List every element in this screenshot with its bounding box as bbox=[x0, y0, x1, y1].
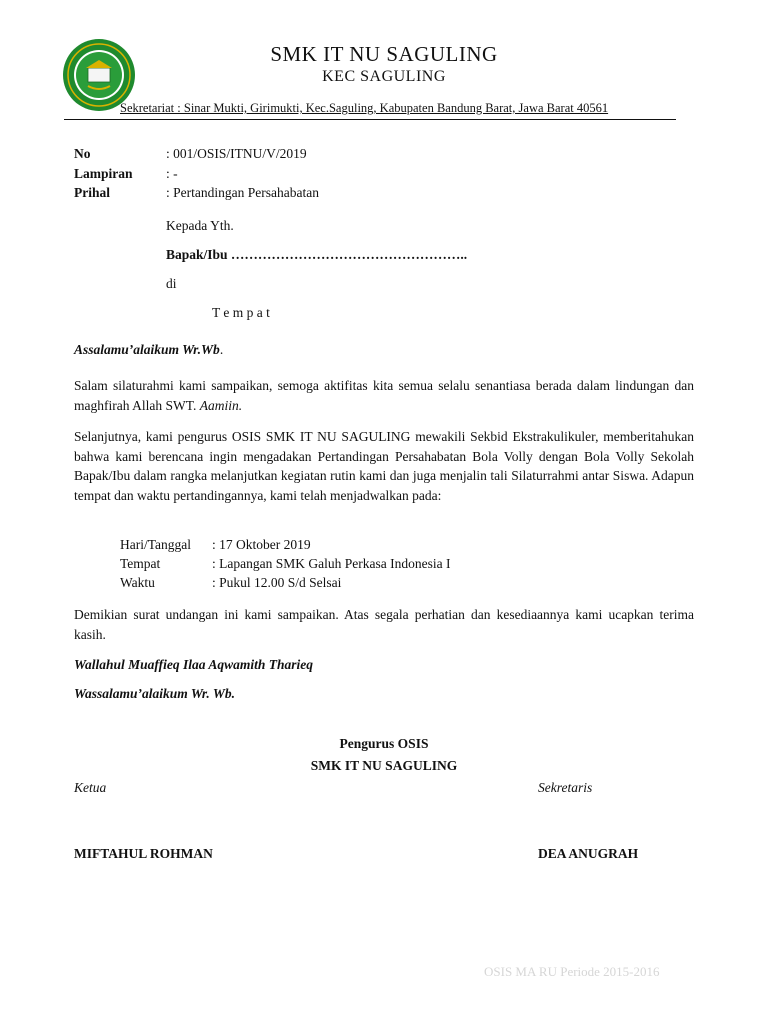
closing-doa: Wallahul Muaffieq Ilaa Aqwamith Tharieq bbox=[74, 657, 314, 672]
meta-label: No bbox=[74, 146, 91, 161]
schedule-key: Waktu bbox=[120, 575, 155, 590]
paragraph-3: Demikian surat undangan ini kami sampaikan. Atas segala perhatian dan kesediaannya kami ucapkan terima kasih. bbox=[74, 607, 694, 642]
meta-value: : - bbox=[166, 166, 178, 181]
meta-label: Prihal bbox=[74, 185, 110, 200]
recipient-greeting: Kepada Yth. bbox=[166, 218, 234, 233]
paragraph-1 bbox=[74, 376, 694, 415]
schedule-value: : Lapangan SMK Galuh Perkasa Indonesia I bbox=[212, 556, 451, 571]
meta-value: : 001/OSIS/ITNU/V/2019 bbox=[166, 146, 307, 161]
paragraph-1-italic: Aamiin. bbox=[199, 397, 243, 413]
schedule-value: : 17 Oktober 2019 bbox=[212, 537, 311, 552]
signature-left-role: Ketua bbox=[74, 780, 107, 795]
signature-right-role: Sekretaris bbox=[538, 780, 593, 795]
salutation: Assalamu’alaikum Wr.Wb. bbox=[74, 342, 224, 357]
district-title: KEC SAGULING bbox=[322, 68, 446, 85]
salutation-text: Assalamu’alaikum Wr.Wb bbox=[74, 342, 220, 357]
paragraph-2: Selanjutnya, kami pengurus OSIS SMK IT NU SAGULING mewakili Sekbid Ekstrakulikuler, memberitahukan bahwa kami berencana ingin mengadakan Pertandingan Persahabatan Bola Volly dengan Bola Volly Sekolah Bapak/Ibu dalam rangka melanjutkan kegiatan rutin kami dan juga menjalin tali Silaturrahmi antar Siswa. Adapun tempat dan waktu pertandingannya, kami telah menjadwalkan pada: bbox=[74, 429, 694, 503]
paragraph-1-text: Salam silaturahmi kami sampaikan, semoga aktifitas kita semua selalu senantiasa berada dalam lindungan dan maghfirah Allah SWT. bbox=[74, 378, 694, 413]
signature-school: SMK IT NU SAGULING bbox=[310, 758, 458, 773]
meta-label: Lampiran bbox=[74, 166, 133, 181]
recipient-name: Bapak/Ibu …………………………………………….. bbox=[166, 247, 468, 262]
signature-org: Pengurus OSIS bbox=[339, 736, 429, 751]
recipient-place: T e m p a t bbox=[212, 305, 270, 320]
signature-right-name: DEA ANUGRAH bbox=[538, 846, 639, 861]
school-title: SMK IT NU SAGULING bbox=[270, 42, 498, 66]
schedule-value: : Pukul 12.00 S/d Selsai bbox=[212, 575, 342, 590]
closing-salam: Wassalamu’alaikum Wr. Wb. bbox=[74, 686, 236, 701]
footer-note: OSIS MA RU Periode 2015-2016 bbox=[484, 964, 660, 979]
address-line: Sekretariat : Sinar Mukti, Girimukti, Kec.Saguling, Kabupaten Bandung Barat, Jawa Barat 40561 bbox=[120, 101, 609, 115]
signature-left-name: MIFTAHUL ROHMAN bbox=[74, 846, 213, 861]
schedule-table bbox=[120, 537, 620, 597]
recipient-at: di bbox=[166, 276, 177, 291]
meta-value: : Pertandingan Persahabatan bbox=[166, 185, 319, 200]
schedule-key: Tempat bbox=[120, 556, 161, 571]
schedule-key: Hari/Tanggal bbox=[120, 537, 192, 552]
header-divider bbox=[64, 119, 676, 120]
